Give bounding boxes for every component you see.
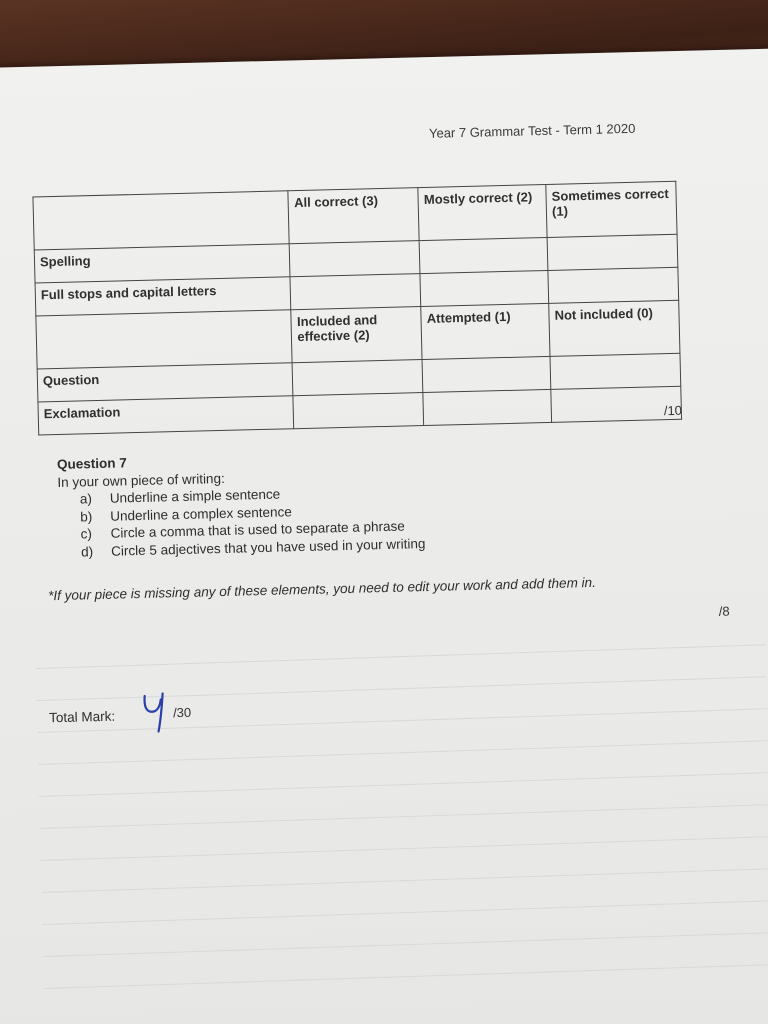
item-label: c) [80,526,93,542]
mark-cell [550,353,681,389]
faint-ruled-lines [5,631,768,1024]
criterion-label: Full stops and capital letters [35,277,291,316]
total-max-mark: /30 [172,704,192,721]
mark-cell [419,237,548,273]
mark-cell [548,267,679,303]
mark-cell [290,274,421,310]
mark-cell [423,389,552,425]
column-header: Not included (0) [549,300,680,356]
mark-cell [547,234,678,270]
criterion-label: Question [37,363,293,402]
criterion-label: Spelling [34,244,290,283]
column-header: Mostly correct (2) [418,184,547,240]
editing-note: *If your piece is missing any of these elements, you need to edit your work and add them in. [48,574,597,604]
total-mark-label: Total Mark: [48,708,116,726]
item-text: Underline a simple sentence [109,486,281,506]
rubric-corner-cell [36,310,293,369]
question-7-max-mark: /8 [718,603,730,619]
question-intro: In your own piece of writing: [57,470,225,490]
mark-cell [293,360,424,396]
question-items [58,482,426,561]
handwritten-score [141,691,172,734]
column-header: Included and effective (2) [291,307,422,363]
mark-cell [420,270,549,306]
rubric-corner-cell [33,191,290,250]
column-header: Sometimes correct (1) [546,181,677,237]
question-7 [57,447,426,561]
item-label: d) [80,543,94,559]
column-header: All correct (3) [288,188,419,244]
rubric-max-mark: /10 [663,402,683,419]
mark-cell [551,386,682,422]
item-label: b) [80,508,93,524]
item-text: Circle a comma that is used to separate a phrase [110,518,405,541]
mark-cell [293,393,424,429]
question-title: Question 7 [56,455,127,473]
column-header: Attempted (1) [421,303,550,359]
mark-cell [422,356,551,392]
item-label: a) [79,491,93,507]
item-text: Underline a complex sentence [110,503,292,524]
page-header: Year 7 Grammar Test - Term 1 2020 [428,120,636,141]
criterion-label: Exclamation [38,396,294,435]
mark-cell [290,241,421,277]
rubric-table [32,181,682,436]
item-text: Circle 5 adjectives that you have used in your writing [110,535,426,559]
